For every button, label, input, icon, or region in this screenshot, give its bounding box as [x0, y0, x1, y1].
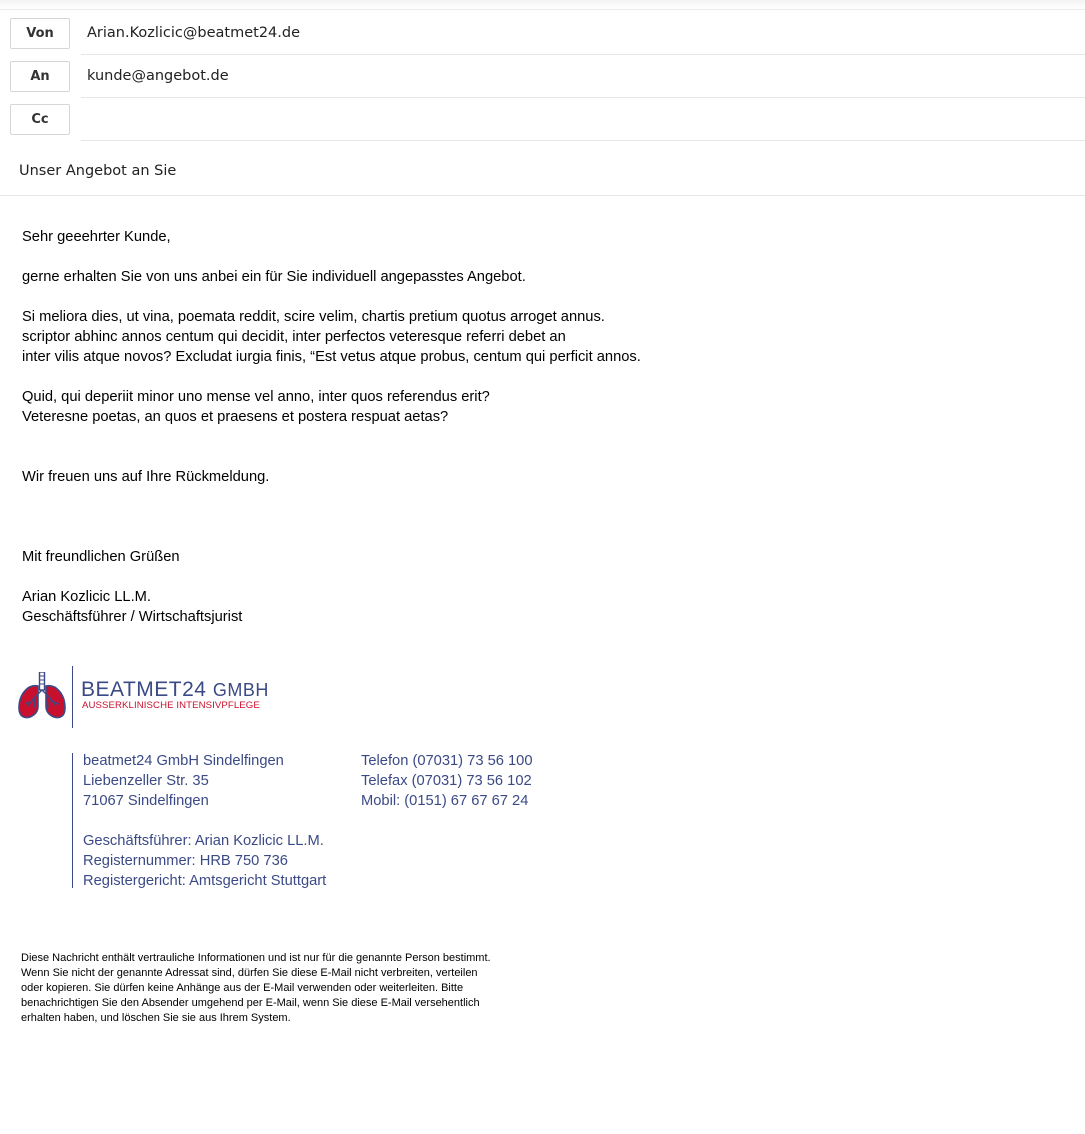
phone-line: Telefon (07031) 73 56 100 — [361, 753, 533, 769]
logo-wordmark — [81, 678, 269, 702]
paragraph-line: Si meliora dies, ut vina, poemata reddit, scire velim, chartis pretium quotus arroget annus. — [22, 309, 605, 325]
salutation: Mit freundlichen Grüßen — [22, 549, 180, 565]
logo-name-main: BEATMET24 — [81, 678, 207, 701]
sender-name: Arian Kozlicic LL.M. — [22, 589, 151, 605]
disclaimer-line: Diese Nachricht enthält vertrauliche Informationen und ist nur für die genannte Person bestimmt. — [21, 952, 491, 964]
paragraph-line: scriptor abhinc annos centum qui decidit, inter perfectos veteresque referri debet an — [22, 329, 566, 345]
from-field[interactable]: Arian.Kozlicic@beatmet24.de — [81, 12, 1085, 55]
address-line: 71067 Sindelfingen — [83, 793, 209, 809]
sender-title: Geschäftsführer / Wirtschaftsjurist — [22, 609, 243, 625]
to-field[interactable]: kunde@angebot.de — [81, 55, 1085, 98]
disclaimer-line: erhalten haben, und löschen Sie sie aus Ihrem System. — [21, 1012, 291, 1024]
legal-line: Registergericht: Amtsgericht Stuttgart — [83, 873, 327, 889]
logo-name-suffix: GMBH — [212, 680, 269, 700]
disclaimer — [21, 951, 551, 1026]
logo-tagline: AUSSERKLINISCHE INTENSIVPFLEGE — [82, 700, 260, 711]
paragraph-line: Quid, qui deperiit minor uno mense vel anno, inter quos referendus erit? — [22, 389, 490, 405]
address-line: beatmet24 GmbH Sindelfingen — [83, 753, 284, 769]
message-body[interactable] — [22, 227, 1062, 627]
paragraph-line: inter vilis atque novos? Excludat iurgia finis, “Est vetus atque probus, centum qui perficit annos. — [22, 349, 641, 365]
to-button[interactable]: An — [10, 61, 70, 92]
cc-row — [0, 98, 1085, 141]
paragraph-line: Veteresne poetas, an quos et praesens et postera respuat aetas? — [22, 409, 449, 425]
top-border — [0, 0, 1085, 10]
cc-button[interactable]: Cc — [10, 104, 70, 135]
address-line: Liebenzeller Str. 35 — [83, 773, 209, 789]
signature-divider — [72, 753, 73, 888]
intro-paragraph: gerne erhalten Sie von uns anbei ein für Sie individuell angepasstes Angebot. — [22, 269, 526, 285]
closing-note: Wir freuen uns auf Ihre Rückmeldung. — [22, 469, 270, 485]
from-button[interactable]: Von — [10, 18, 70, 49]
logo-divider — [72, 666, 73, 728]
signature-address — [83, 751, 326, 891]
subject-text: Unser Angebot an Sie — [19, 163, 177, 179]
to-row — [0, 55, 1085, 98]
signature-contact — [361, 751, 533, 811]
lungs-icon — [18, 672, 66, 722]
subject-field[interactable] — [0, 150, 1085, 196]
disclaimer-line: benachrichtigen Sie den Absender umgehend per E-Mail, wenn Sie diese E-Mail versehentlich — [21, 997, 480, 1009]
legal-line: Registernummer: HRB 750 736 — [83, 853, 288, 869]
fax-line: Telefax (07031) 73 56 102 — [361, 773, 532, 789]
greeting: Sehr geeehrter Kunde, — [22, 229, 171, 245]
legal-line: Geschäftsführer: Arian Kozlicic LL.M. — [83, 833, 324, 849]
mobile-line: Mobil: (0151) 67 67 67 24 — [361, 793, 529, 809]
disclaimer-line: Wenn Sie nicht der genannte Adressat sind, dürfen Sie diese E-Mail nicht verbreiten, verteilen — [21, 967, 478, 979]
cc-field[interactable] — [81, 98, 1085, 141]
disclaimer-line: oder kopieren. Sie dürfen keine Anhänge aus der E-Mail verwenden oder weiterleiten. Bitte — [21, 982, 464, 994]
from-row — [0, 12, 1085, 55]
